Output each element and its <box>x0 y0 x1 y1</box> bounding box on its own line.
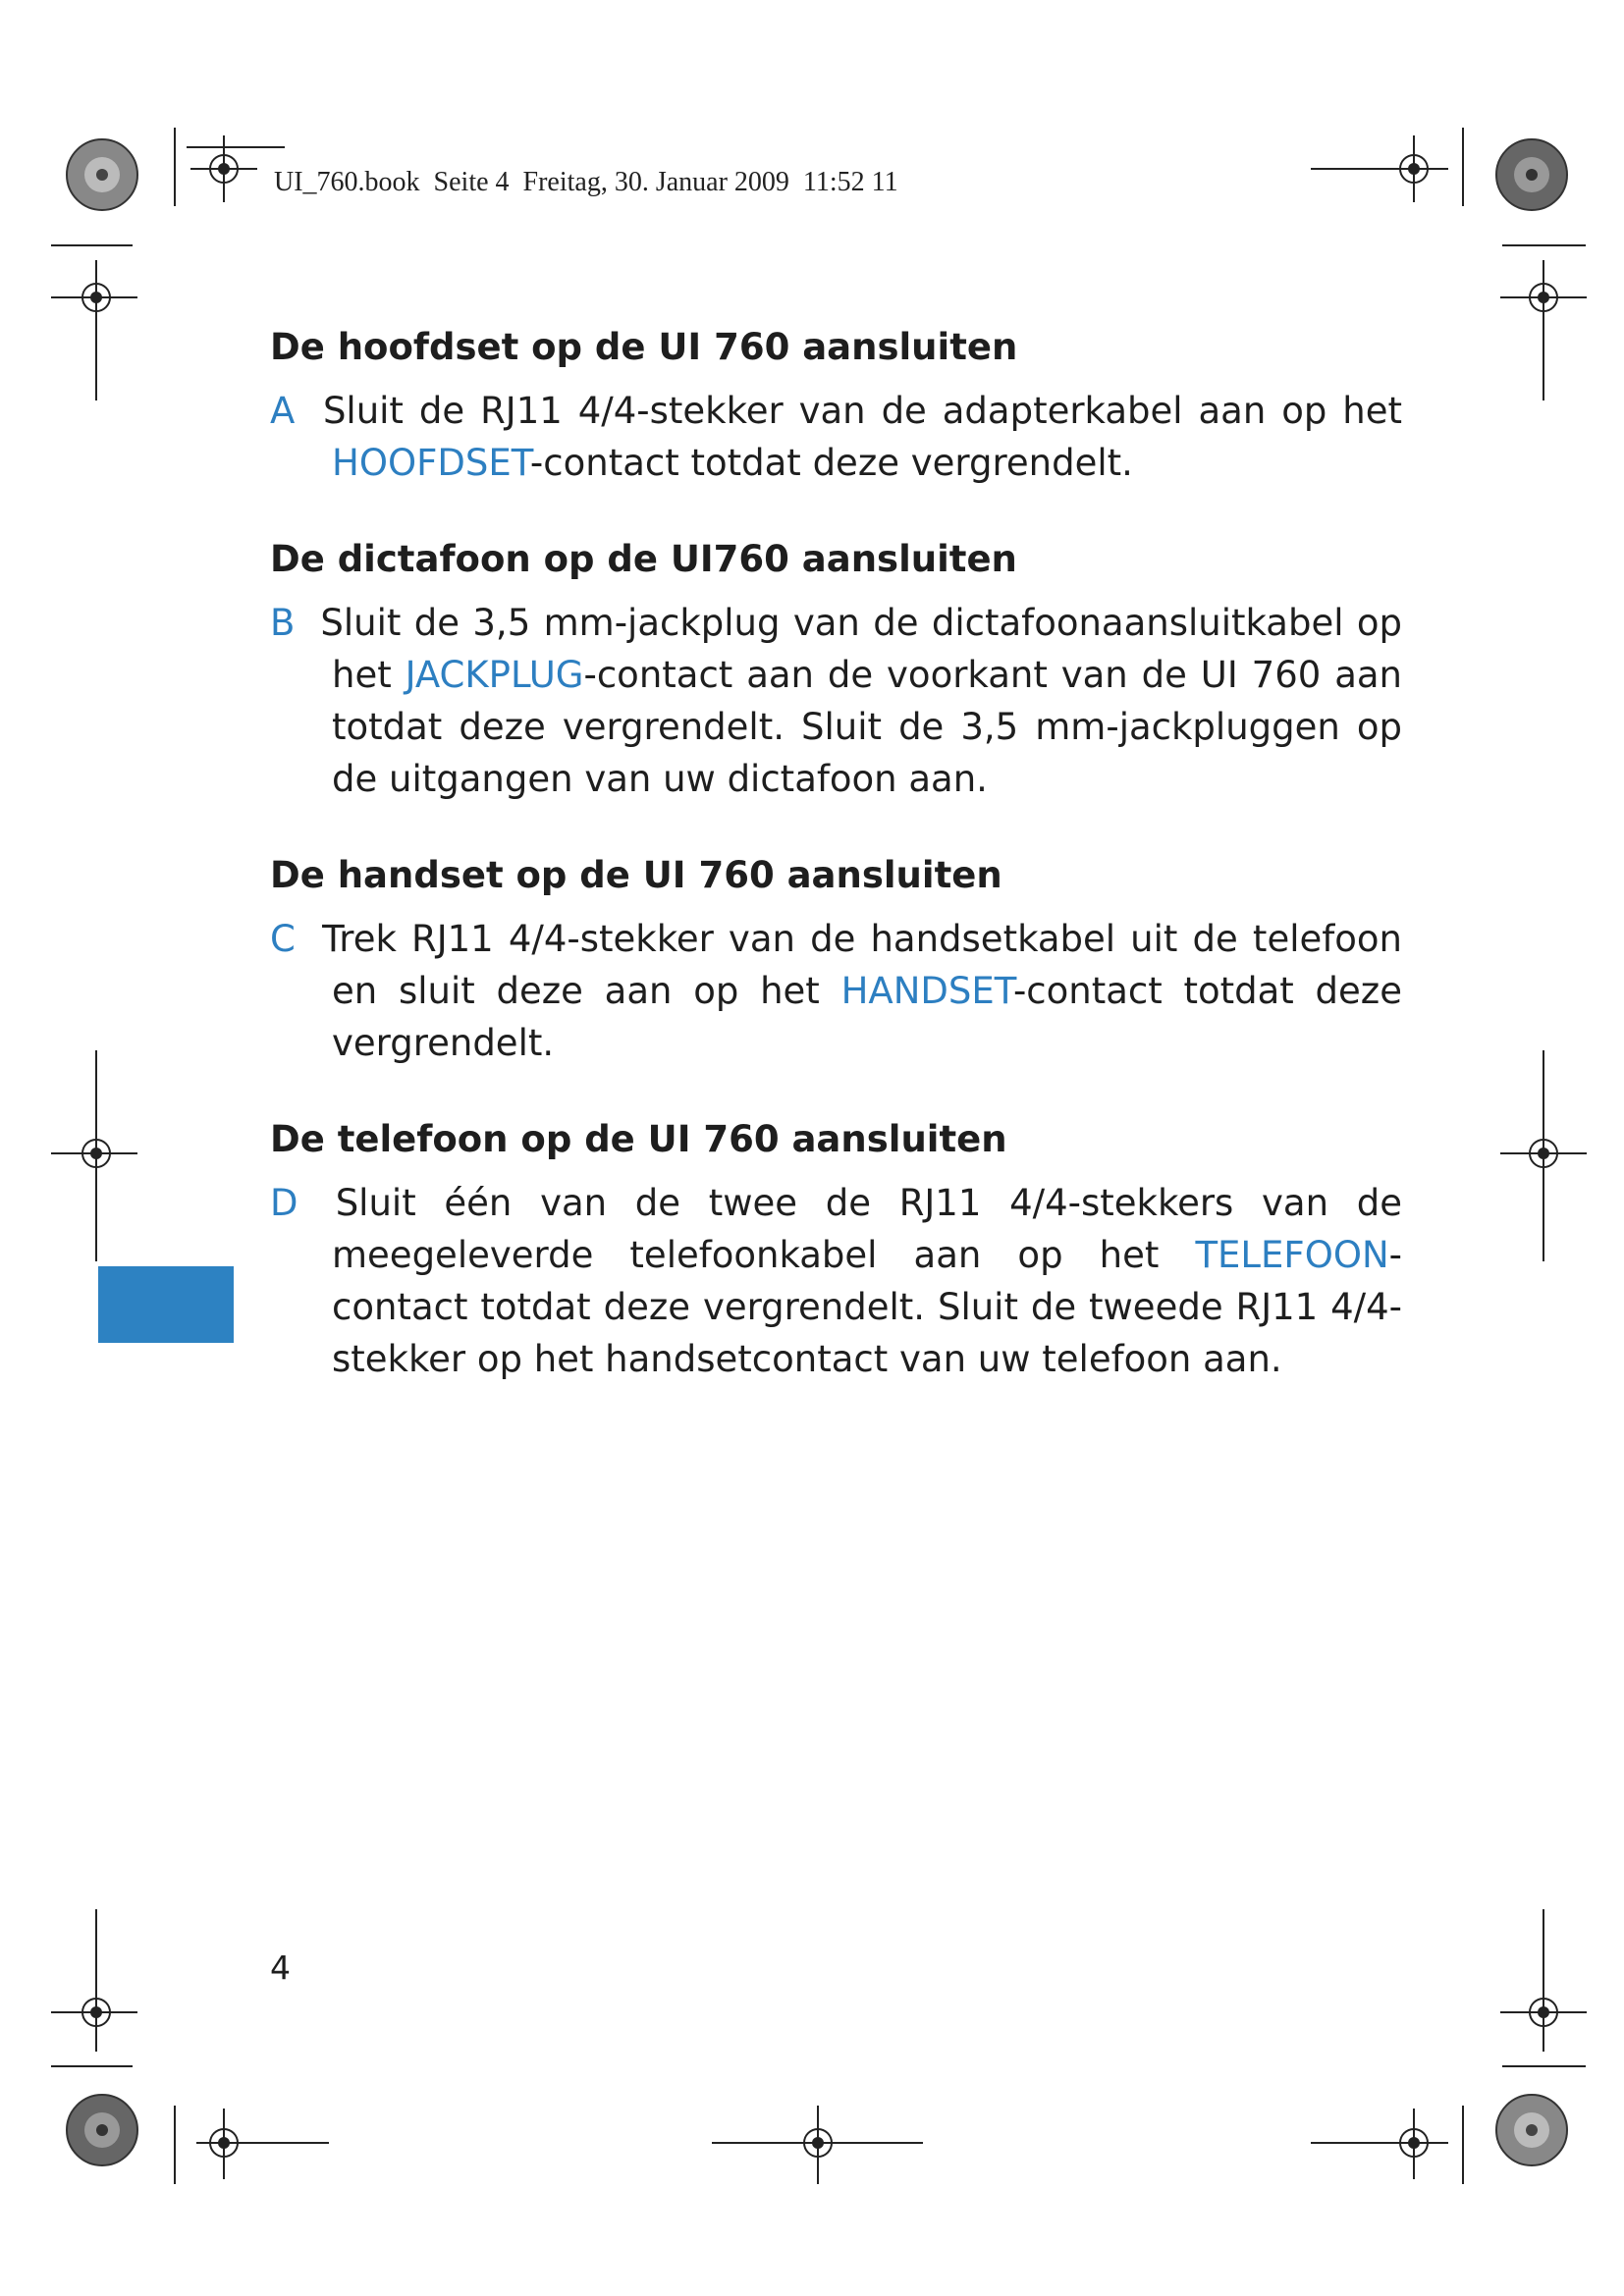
section-dictafoon <box>270 536 1403 805</box>
crosshair-icon <box>51 1909 137 2066</box>
section-hoofdset <box>270 324 1402 489</box>
step-c <box>270 913 1402 1069</box>
step-d <box>270 1177 1402 1385</box>
section-title: De telefoon op de UI 760 aansluiten <box>270 1118 1007 1161</box>
section-handset <box>270 852 1402 1069</box>
step-keyword: TELEFOON <box>1195 1234 1389 1277</box>
color-target-icon <box>67 2095 137 2165</box>
language-tab-marker <box>98 1266 234 1343</box>
step-letter: B <box>270 602 296 645</box>
step-letter: A <box>270 390 296 433</box>
crosshair-icon <box>175 2106 329 2184</box>
step-text: Sluit de 3,5 mm-jackplug van de dictafoonaansluitkabel op het <box>307 602 1402 697</box>
step-keyword: HOOFDSET <box>332 442 530 485</box>
crosshair-icon <box>1500 1909 1587 2066</box>
crosshair-icon <box>1500 245 1587 400</box>
color-target-icon <box>1496 2095 1567 2165</box>
instructions <box>270 324 1403 1432</box>
step-text: Sluit de RJ11 4/4-stekker van de adapterkabel aan op het <box>307 390 1402 433</box>
step-letter: C <box>270 918 296 961</box>
step-text: -contact aan de voorkant van de UI 760 aan totdat deze vergrendelt. Sluit de 3,5 mm-jackpluggen op de uitgangen van uw dictafoon aan. <box>332 654 1403 801</box>
crosshair-icon <box>175 128 285 206</box>
crosshair-icon <box>1311 2106 1463 2184</box>
step-keyword: JACKPLUG <box>405 654 584 697</box>
section-title: De hoofdset op de UI 760 aansluiten <box>270 326 1018 368</box>
color-target-icon <box>67 139 137 210</box>
step-keyword: HANDSET <box>840 970 1013 1013</box>
step-a <box>270 385 1402 489</box>
crosshair-icon <box>51 245 137 400</box>
step-text: -contact totdat deze vergrendelt. <box>529 442 1133 485</box>
crosshair-icon <box>1311 128 1463 206</box>
section-title: De handset op de UI 760 aansluiten <box>270 854 1002 897</box>
step-text: Sluit één van de twee de RJ11 4/4-stekkers van de meegeleverde telefoonkabel aan op het <box>307 1182 1402 1277</box>
print-slug: UI_760.book Seite 4 Freitag, 30. Januar 2009 11:52 11 <box>274 167 898 197</box>
section-telefoon <box>270 1116 1402 1385</box>
step-letter: D <box>270 1182 298 1225</box>
step-text: -contact totdat deze vergrendelt. <box>332 970 1402 1065</box>
step-text: Trek RJ11 4/4-stekker van de handsetkabel uit de telefoon en sluit deze aan op het <box>307 918 1402 1013</box>
page-number: 4 <box>270 1949 291 1987</box>
step-b <box>270 597 1402 805</box>
step-text: -contact totdat deze vergrendelt. Sluit de tweede RJ11 4/4-stekker op het handsetcontact van uw telefoon aan. <box>332 1234 1402 1381</box>
color-target-icon <box>1496 139 1567 210</box>
section-title: De dictafoon op de UI760 aansluiten <box>270 538 1017 581</box>
